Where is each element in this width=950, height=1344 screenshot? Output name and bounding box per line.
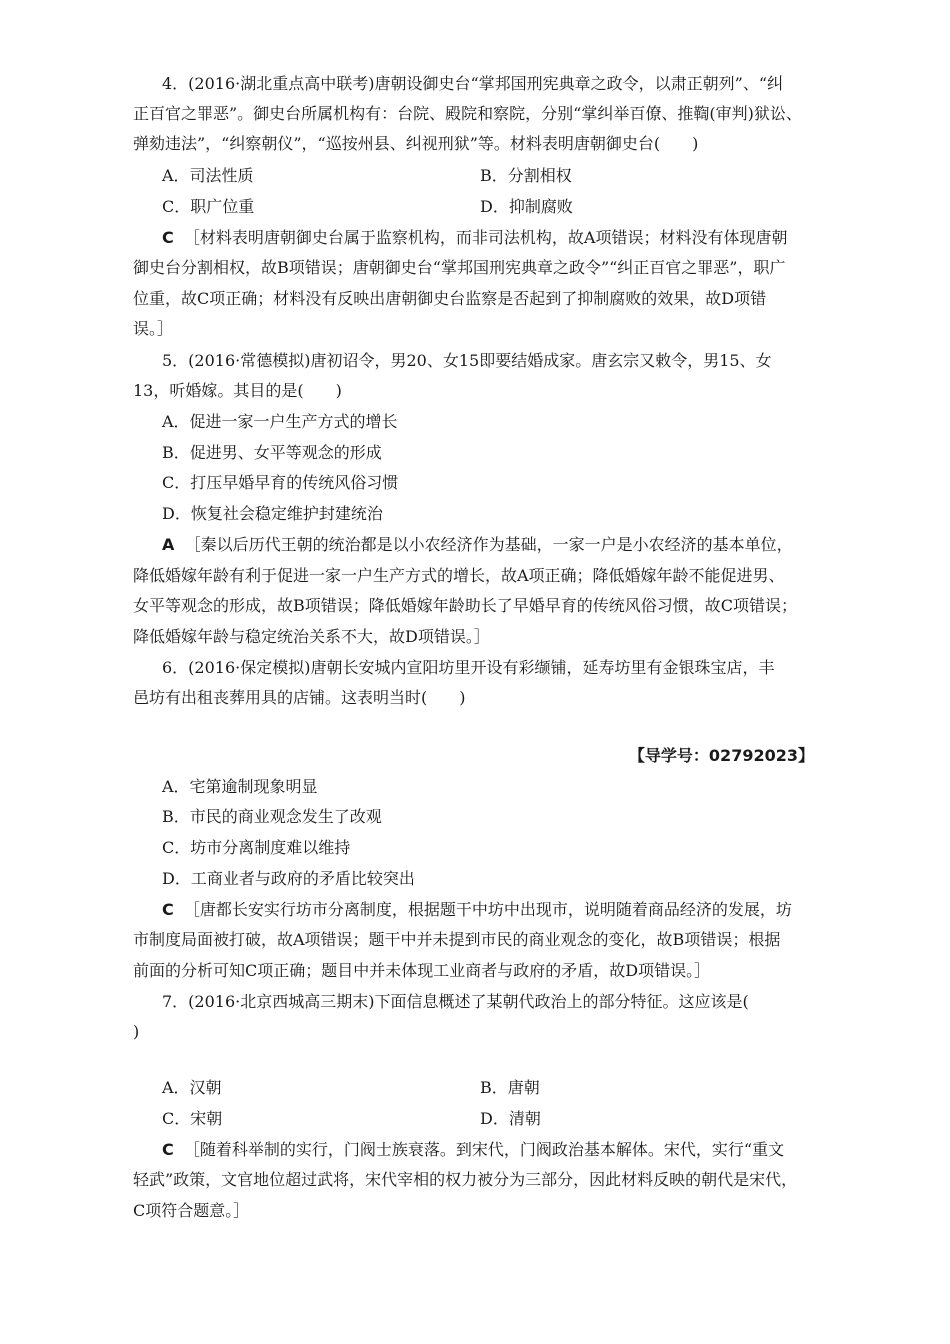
q5-explanation-line — [162, 534, 793, 556]
q4-explanation-line: 误。］ — [133, 319, 174, 338]
q6-explanation-line: 前面的分析可知C项正确；题目中并未体现工业商者与政府的矛盾，故D项错误。］ — [133, 961, 711, 980]
q5-explanation-line: 女平等观念的形成，故B项错误；降低婚嫁年龄助长了早婚早育的传统风俗习惯，故C项错误； — [133, 596, 798, 615]
q6-explanation-line — [162, 899, 792, 921]
q4-explanation-text: ［材料表明唐朝御史台属于监察机构，而非司法机构，故A项错误；材料没有体现唐朝 — [183, 228, 788, 247]
q4-option-c: C．职广位重 — [162, 197, 255, 216]
q5-answer: A — [162, 535, 175, 554]
q6-option-c: C．坊市分离制度难以维持 — [162, 838, 351, 857]
q6-option-b: B．市民的商业观念发生了改观 — [162, 807, 382, 826]
q7-stem-line: 7．(2016·北京西城高三期末)下面信息概述了某朝代政治上的部分特征。这应该是( — [162, 992, 749, 1011]
q6-answer: C — [162, 900, 174, 919]
q5-option-b: B．促进男、女平等观念的形成 — [162, 443, 382, 462]
q6-option-a: A．宅第逾制现象明显 — [162, 777, 318, 796]
q6-stem-line: 邑坊有出租丧葬用具的店铺。这表明当时( ) — [133, 688, 466, 707]
q6-explanation-text: ［唐都长安实行坊市分离制度，根据题干中坊中出现市，说明随着商品经济的发展，坊 — [183, 900, 792, 919]
q5-stem-line: 13，听婚嫁。其目的是( ) — [133, 381, 342, 400]
q7-option-b: B．唐朝 — [480, 1078, 540, 1097]
q4-stem-line: 4．(2016·湖北重点高中联考)唐朝设御史台“掌邦国刑宪典章之政令，以肃正朝列”、“纠 — [162, 74, 784, 93]
q5-option-d: D．恢复社会稳定维护封建统治 — [162, 504, 383, 523]
q5-explanation-text: ［秦以后历代王朝的统治都是以小农经济作为基础，一家一户是小农经济的基本单位， — [184, 535, 793, 554]
q5-option-a: A．促进一家一户生产方式的增长 — [162, 412, 398, 431]
q7-option-d: D．清朝 — [480, 1109, 541, 1128]
q5-option-c: C．打压早婚早育的传统风俗习惯 — [162, 473, 399, 492]
guide-number: 【导学号：02792023】 — [628, 746, 814, 765]
q6-stem-line: 6．(2016·保定模拟)唐朝长安城内宣阳坊里开设有彩缬铺，延寿坊里有金银珠宝店，丰 — [162, 658, 775, 677]
q4-option-d: D．抑制腐败 — [480, 197, 573, 216]
q6-option-d: D．工商业者与政府的矛盾比较突出 — [162, 869, 415, 888]
q7-answer: C — [162, 1140, 174, 1159]
q4-explanation-line — [162, 227, 787, 249]
q7-explanation-line: 轻武”政策，文官地位超过武将，宋代宰相的权力被分为三部分，因此材料反映的朝代是宋代， — [133, 1170, 798, 1189]
q4-stem-line: 弹劾违法”，“纠察朝仪”，“巡按州县、纠视刑狱”等。材料表明唐朝御史台( ) — [133, 134, 699, 153]
q4-option-b: B．分割相权 — [480, 166, 572, 185]
q5-explanation-line: 降低婚嫁年龄与稳定统治关系不大，故D项错误。］ — [133, 627, 490, 646]
q4-option-a: A．司法性质 — [162, 166, 254, 185]
q7-explanation-text: ［随着科举制的实行，门阀士族衰落。到宋代，门阀政治基本解体。宋代，实行“重文 — [183, 1140, 785, 1159]
q5-stem-line: 5．(2016·常德模拟)唐初诏令，男20、女15即要结婚成家。唐玄宗又敕令，男15、女 — [162, 351, 772, 370]
q5-explanation-line: 降低婚嫁年龄有利于促进一家一户生产方式的增长，故A项正确；降低婚嫁年龄不能促进男、 — [133, 566, 785, 585]
q7-option-c: C．宋朝 — [162, 1109, 223, 1128]
q7-explanation-line: C项符合题意。］ — [133, 1201, 250, 1220]
q4-answer: C — [162, 228, 174, 247]
q7-option-a: A．汉朝 — [162, 1078, 222, 1097]
q7-explanation-line — [162, 1139, 784, 1161]
q4-stem-line: 正百官之罪恶”。御史台所属机构有：台院、殿院和察院，分别“掌纠举百僚、推鞫(审判)狱讼、 — [133, 104, 802, 123]
q4-explanation-line: 御史台分割相权，故B项错误；唐朝御史台“掌邦国刑宪典章之政令”“纠正百官之罪恶”，职广 — [133, 258, 786, 277]
q4-explanation-line: 位重，故C项正确；材料没有反映出唐朝御史台监察是否起到了抑制腐败的效果，故D项错 — [133, 289, 767, 308]
q6-explanation-line: 市制度局面被打破，故A项错误；题干中并未提到市民的商业观念的变化，故B项错误；根据 — [133, 930, 781, 949]
q7-stem-line: ) — [133, 1022, 140, 1041]
